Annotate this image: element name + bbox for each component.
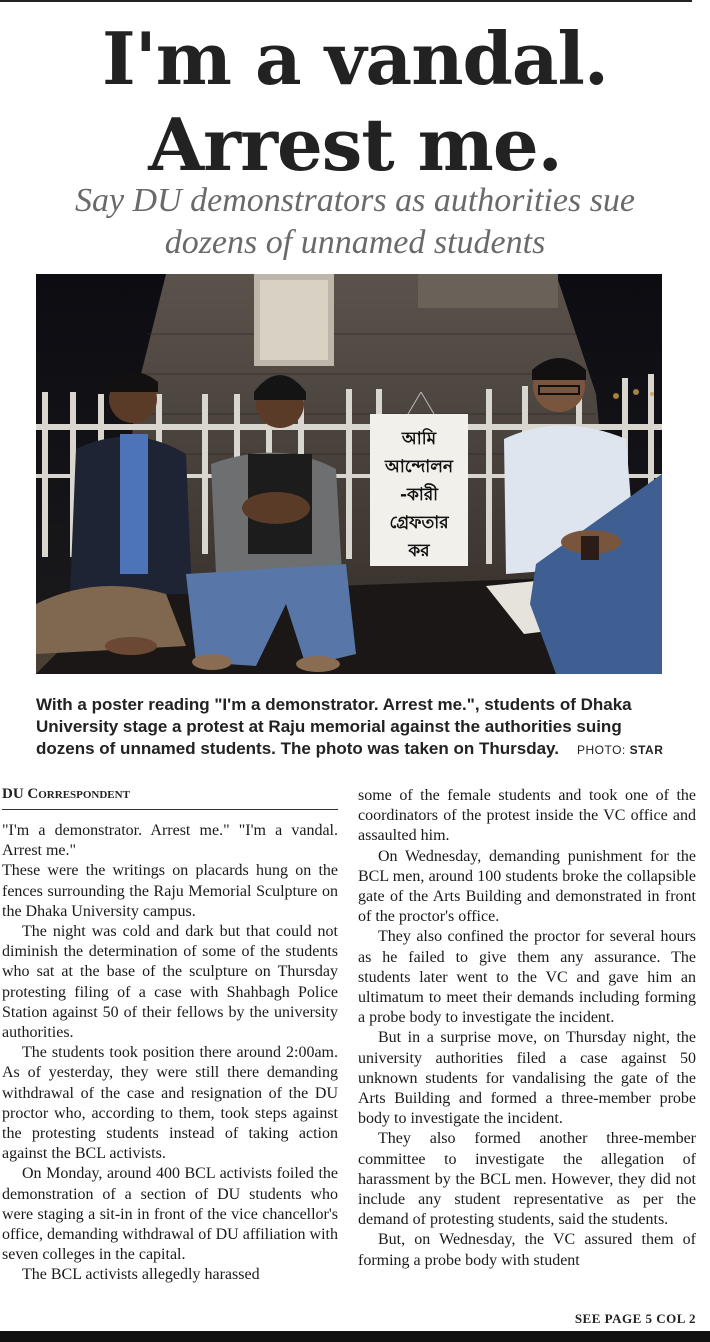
placard-line-3: -কারী — [399, 485, 439, 505]
headline-line-2: Arrest me. — [148, 102, 562, 187]
placard-line-2: আন্দোলন — [384, 457, 454, 477]
paragraph: The BCL activists allegedly harassed — [22, 1266, 260, 1284]
credit-source: STAR — [629, 743, 664, 757]
subhead-line-2: dozens of unnamed students — [164, 224, 546, 261]
paragraph: The students took position there around 2:00am. As of yesterday, they were still there demanding withdrawal of the case and resignation of the DU proctor who, according to them, took steps against the protesting students instead of taking action against the BCL activists. — [2, 1044, 338, 1163]
placard-line-5: কর — [408, 541, 430, 561]
paragraph: But in a surprise move, on Thursday night, the university authorities filed a case against 50 unknown students for vandalising the gate of the Arts Building and formed a three-member probe body to investigate the incident. — [358, 1029, 696, 1128]
placard-line-1: আমি — [401, 429, 437, 449]
paragraph: The night was cold and dark but that could not diminish the determination of some of the students who sat at the base of the sculpture on Thursday protesting filing of a case with Shahbagh Police Station against 50 of their fellows by the university authorities. — [2, 923, 338, 1042]
credit-label: PHOTO: — [576, 743, 626, 757]
subheadline — [0, 180, 710, 264]
continuation-note[interactable]: SEE PAGE 5 COL 2 — [574, 1311, 696, 1326]
paragraph: They also confined the proctor for several hours as he failed to give them any assurance. The students later went to the VC and gave him an ultimatum to meet their demands including forming a probe body to investigate the incident. — [358, 928, 696, 1027]
photo-credit — [577, 743, 663, 757]
paragraph: some of the female students and took one of the coordinators of the protest inside the VC office and assaulted him. — [358, 787, 696, 845]
photo-caption — [36, 694, 666, 761]
article-column-2 — [358, 786, 696, 1271]
byline: DU Correspondent — [2, 786, 338, 810]
headline-line-1: I'm a vandal. — [102, 16, 608, 101]
protest-photo — [36, 274, 662, 674]
paragraph: These were the writings on placards hung on the fences surrounding the Raju Memorial Sculpture on the Dhaka University campus. — [2, 862, 338, 920]
paragraph: "I'm a demonstrator. Arrest me." "I'm a vandal. Arrest me." — [2, 822, 338, 860]
article-column-1 — [2, 821, 338, 1286]
paragraph: On Monday, around 400 BCL activists foiled the demonstration of a section of DU students who were staging a sit-in in front of the vice chancellor's office, demanding withdrawal of DU affiliation with seven colleges in the capital. — [2, 1165, 338, 1264]
paragraph: But, on Wednesday, the VC assured them of forming a probe body with student — [358, 1231, 696, 1269]
paragraph: They also formed another three-member committee to investigate the allegation of harassment by the BCL men. However, they did not include any student representative as per the demand of protesting students, said the students. — [358, 1130, 696, 1229]
placard-line-4: গ্রেফতার — [389, 513, 449, 533]
top-rule — [0, 0, 692, 2]
placard — [370, 392, 468, 566]
subhead-line-1: Say DU demonstrators as authorities sue — [74, 182, 636, 219]
photo-illustration — [36, 274, 662, 674]
bottom-bar — [0, 1331, 710, 1342]
paragraph: On Wednesday, demanding punishment for the BCL men, around 100 students broke the collapsible gate of the Arts Building and demonstrated in front of the proctor's office. — [358, 847, 696, 926]
caption-text: With a poster reading "I'm a demonstrator. Arrest me.", students of Dhaka University stage a protest at Raju memorial against the authorities suing dozens of unnamed students. The photo was taken on Thursday. — [36, 695, 632, 758]
